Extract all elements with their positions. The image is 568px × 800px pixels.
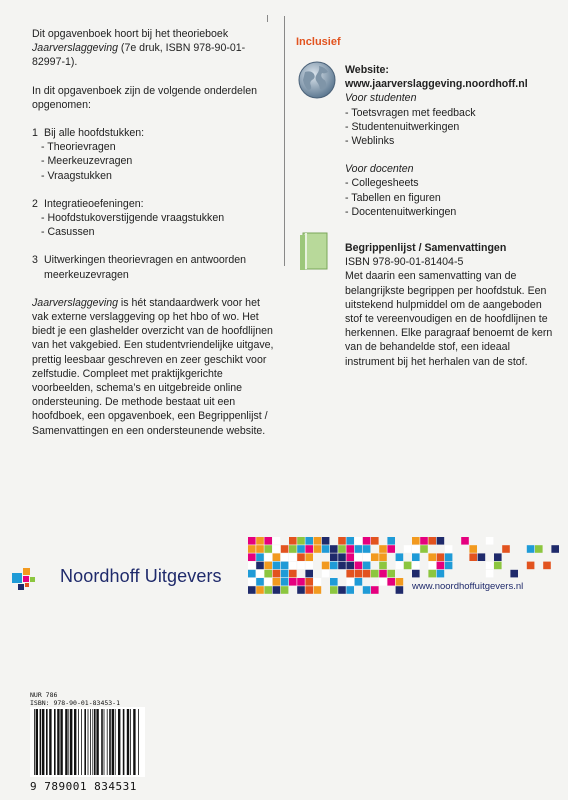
mosaic-tile xyxy=(256,570,264,578)
teachers-list xyxy=(345,176,560,219)
mosaic-tile xyxy=(297,586,305,594)
barcode-digits: 9 789001 834531 xyxy=(30,780,137,793)
barcode-image xyxy=(30,707,145,777)
mosaic-tile xyxy=(420,545,428,553)
mosaic-tile xyxy=(379,553,387,561)
mosaic-tile xyxy=(363,545,371,553)
barcode-bar xyxy=(49,709,51,775)
mosaic-tile xyxy=(363,537,371,545)
mosaic-tile xyxy=(412,562,420,570)
teachers-label: Voor docenten xyxy=(345,163,414,176)
mosaic-tile xyxy=(330,578,338,586)
mosaic-tile xyxy=(355,537,363,545)
mosaic-tile xyxy=(281,553,289,561)
mosaic-tile xyxy=(428,537,436,545)
mosaic-tile xyxy=(281,578,289,586)
mosaic-tile xyxy=(371,586,379,594)
mosaic-tile xyxy=(486,570,494,578)
mosaic-tile xyxy=(256,553,264,561)
barcode-bar xyxy=(60,709,62,775)
mosaic-tile xyxy=(248,570,256,578)
section-2 xyxy=(32,197,276,211)
barcode-bar xyxy=(46,709,48,775)
description-title: Jaarverslaggeving xyxy=(32,296,118,309)
mosaic-tile xyxy=(305,553,313,561)
mosaic-tile xyxy=(281,570,289,578)
mosaic-tile xyxy=(289,562,297,570)
mosaic-tile xyxy=(371,570,379,578)
book-icon xyxy=(299,231,329,271)
mosaic-tile xyxy=(355,562,363,570)
students-label: Voor studenten xyxy=(345,92,417,105)
barcode-bar xyxy=(78,709,79,775)
mosaic-tile xyxy=(428,553,436,561)
mosaic-tile xyxy=(305,537,313,545)
section-title: Bij alle hoofdstukken: xyxy=(44,127,145,140)
nur-code: NUR 786 xyxy=(30,691,58,699)
fold-mark xyxy=(267,15,268,22)
mosaic-tile xyxy=(355,545,363,553)
mosaic-tile xyxy=(264,562,272,570)
mosaic-tile xyxy=(297,578,305,586)
mosaic-tile xyxy=(330,586,338,594)
globe-icon xyxy=(297,60,337,100)
barcode-bar xyxy=(115,709,116,775)
list-item: - Studentenuitwerkingen xyxy=(345,120,460,133)
barcode-bar xyxy=(84,709,86,775)
mosaic-tile xyxy=(281,562,289,570)
barcode-bar xyxy=(130,709,131,775)
mosaic-tile xyxy=(404,562,412,570)
mosaic-tile xyxy=(264,545,272,553)
barcode-bar xyxy=(90,709,91,775)
mosaic-tile xyxy=(355,578,363,586)
mosaic-tile xyxy=(273,578,281,586)
publisher-url[interactable]: www.noordhoffuitgevers.nl xyxy=(412,581,524,592)
barcode-bar xyxy=(57,709,59,775)
mosaic-tile xyxy=(305,562,313,570)
mosaic-tile xyxy=(305,578,313,586)
mosaic-tile xyxy=(289,537,297,545)
mosaic-tile xyxy=(437,562,445,570)
mosaic-tile xyxy=(469,553,477,561)
mosaic-tile xyxy=(264,553,272,561)
mosaic-tile xyxy=(248,562,256,570)
intro-book-title: Jaarverslaggeving xyxy=(32,42,118,55)
mosaic-tile xyxy=(355,570,363,578)
barcode-bar xyxy=(40,709,42,775)
mosaic-tile xyxy=(281,586,289,594)
mosaic-tile xyxy=(510,570,518,578)
barcode-bar xyxy=(65,709,67,775)
barcode-bar xyxy=(107,709,108,775)
book-description: Met daarin een samenvatting van de belangrijkste begrippen per hoofdstuk. Een uitstekend hulpmiddel om de aangeboden stof te vereenvoudigen en de hoofdlijnen te herkennen. Elke paragraaf benoemt de kern van de behandelde stof, een ideaal instrument bij het herhalen van de stof. xyxy=(345,270,553,368)
barcode-bar xyxy=(96,709,98,775)
mosaic-tile xyxy=(322,545,330,553)
barcode-bar xyxy=(138,709,139,775)
mosaic-tile xyxy=(297,545,305,553)
mosaic-tile xyxy=(264,570,272,578)
mosaic-tile xyxy=(273,537,281,545)
mosaic-tile xyxy=(330,553,338,561)
book-isbn: ISBN 978-90-01-81404-5 xyxy=(345,256,464,269)
barcode-bar xyxy=(74,709,76,775)
mosaic-tile xyxy=(494,553,502,561)
column-divider xyxy=(284,16,285,266)
mosaic-tile xyxy=(314,586,322,594)
website-url[interactable]: www.jaarverslaggeving.noordhoff.nl xyxy=(345,78,528,91)
mosaic-tile xyxy=(322,562,330,570)
mosaic-tile xyxy=(379,545,387,553)
list-item: - Toetsvragen met feedback xyxy=(345,106,476,119)
description-body: is hét standaardwerk voor het vak externe verslaggeving op het hbo of wo. Het biedt je een glashelder overzicht van de hoofdlijnen van het vakgebied. Een studentvriendelijke uitgave, prettig leesbaar geschreven en zeer geschikt voor zelfstudie. Compleet met praktijkgerichte voorbeelden, schema’s en uitgebreide online ondersteuning. De methode bestaat uit een hoofdboek, een opgavenboek, een Begrippenlijst / Samenvattingen en een ondersteunende website. xyxy=(32,296,274,437)
mosaic-tile xyxy=(412,553,420,561)
mosaic-tile xyxy=(273,553,281,561)
mosaic-tile xyxy=(264,537,272,545)
mosaic-tile xyxy=(256,562,264,570)
mosaic-tile xyxy=(346,570,354,578)
mosaic-tile xyxy=(379,570,387,578)
mosaic-tile xyxy=(363,570,371,578)
section-item: - Theorievragen xyxy=(41,141,116,154)
sections-list xyxy=(32,112,276,282)
description-paragraph xyxy=(32,296,276,438)
mosaic-tile xyxy=(502,545,510,553)
contents-intro: In dit opgavenboek zijn de volgende onderdelen opgenomen: xyxy=(32,84,257,111)
mosaic-tile xyxy=(281,545,289,553)
website-label: Website: xyxy=(345,64,389,76)
inclusief-heading: Inclusief xyxy=(296,36,341,48)
mosaic-tile xyxy=(428,562,436,570)
barcode-bar xyxy=(118,709,120,775)
noordhoff-logo-icon xyxy=(12,568,42,594)
mosaic-tile xyxy=(273,586,281,594)
left-column xyxy=(32,27,276,438)
barcode-bar xyxy=(81,709,82,775)
mosaic-tile xyxy=(355,553,363,561)
mosaic-tile xyxy=(322,570,330,578)
mosaic-tile xyxy=(248,553,256,561)
mosaic-tile xyxy=(363,586,371,594)
mosaic-tile xyxy=(412,537,420,545)
mosaic-tile xyxy=(543,562,551,570)
section-number: 3 xyxy=(32,254,38,267)
mosaic-tile xyxy=(338,562,346,570)
mosaic-tile xyxy=(248,578,256,586)
mosaic-tile xyxy=(346,553,354,561)
mosaic-tile xyxy=(396,562,404,570)
mosaic-tile xyxy=(461,537,469,545)
mosaic-tile xyxy=(469,545,477,553)
mosaic-tile xyxy=(412,570,420,578)
mosaic-tile xyxy=(437,553,445,561)
mosaic-tile xyxy=(420,537,428,545)
intro-isbn: (7e druk, ISBN 978-90-01-82997-1). xyxy=(32,42,246,69)
mosaic-tile xyxy=(264,586,272,594)
list-item: - Tabellen en figuren xyxy=(345,191,441,204)
section-1 xyxy=(32,126,276,140)
mosaic-tile xyxy=(371,553,379,561)
mosaic-tile xyxy=(256,537,264,545)
mosaic-tile xyxy=(387,537,395,545)
mosaic-tile xyxy=(387,570,395,578)
mosaic-tile xyxy=(305,586,313,594)
barcode-bar xyxy=(133,709,135,775)
mosaic-tile xyxy=(437,537,445,545)
mosaic-tile xyxy=(494,562,502,570)
section-title: Uitwerkingen theorievragen en antwoorden meerkeuzevragen xyxy=(44,254,246,281)
barcode-bar xyxy=(123,709,125,775)
mosaic-tile xyxy=(248,586,256,594)
mosaic-tile xyxy=(404,545,412,553)
intro-text: Dit opgavenboek hoort bij het theorieboek xyxy=(32,28,229,40)
barcode-bar xyxy=(101,709,103,775)
section-title: Integratieoefeningen: xyxy=(44,197,144,210)
mosaic-tile xyxy=(363,553,371,561)
mosaic-tile xyxy=(445,562,453,570)
mosaic-tile xyxy=(371,537,379,545)
mosaic-tile xyxy=(379,578,387,586)
barcode-bar xyxy=(92,709,93,775)
mosaic-tile xyxy=(363,562,371,570)
mosaic-tile xyxy=(297,562,305,570)
mosaic-tile xyxy=(527,562,535,570)
mosaic-tile xyxy=(396,578,404,586)
book-title: Begrippenlijst / Samenvattingen xyxy=(345,242,507,255)
mosaic-tile xyxy=(527,545,535,553)
mosaic-tile xyxy=(428,570,436,578)
barcode-bar xyxy=(88,709,89,775)
mosaic-tile xyxy=(305,545,313,553)
mosaic-tile xyxy=(314,537,322,545)
mosaic-tile xyxy=(437,570,445,578)
list-item: - Collegesheets xyxy=(345,177,419,190)
mosaic-tile xyxy=(486,537,494,545)
intro-paragraph xyxy=(32,27,276,70)
barcode-bar xyxy=(94,709,96,775)
mosaic-tile xyxy=(338,545,346,553)
mosaic-tile xyxy=(273,545,281,553)
section-number: 2 xyxy=(32,197,38,210)
barcode-bar xyxy=(104,709,105,775)
mosaic-tile xyxy=(535,545,543,553)
barcode-bar xyxy=(42,709,44,775)
section-number: 1 xyxy=(32,127,38,140)
mosaic-tile xyxy=(297,537,305,545)
list-item: - Docentenuitwerkingen xyxy=(345,205,457,218)
section-item: - Casussen xyxy=(41,226,95,239)
mosaic-tile xyxy=(305,570,313,578)
mosaic-tile xyxy=(379,562,387,570)
mosaic-tile xyxy=(551,545,559,553)
mosaic-tile xyxy=(248,537,256,545)
section-item: - Vraagstukken xyxy=(41,169,112,182)
mosaic-tile xyxy=(289,578,297,586)
barcode-bar xyxy=(36,709,38,775)
mosaic-tile xyxy=(256,545,264,553)
mosaic-tile xyxy=(387,578,395,586)
mosaic-tile xyxy=(346,545,354,553)
barcode-bar xyxy=(112,709,114,775)
mosaic-tile xyxy=(346,562,354,570)
mosaic-tile xyxy=(486,562,494,570)
barcode-bar xyxy=(127,709,129,775)
mosaic-tile xyxy=(387,545,395,553)
mosaic-tile xyxy=(396,553,404,561)
barcode-bar xyxy=(34,709,35,775)
section-3 xyxy=(32,253,276,281)
mosaic-tile xyxy=(256,578,264,586)
barcode-block xyxy=(30,692,145,793)
mosaic-tile xyxy=(297,553,305,561)
mosaic-tile xyxy=(338,537,346,545)
mosaic-tile xyxy=(264,578,272,586)
mosaic-tile xyxy=(248,545,256,553)
section-item: - Hoofdstukoverstijgende vraagstukken xyxy=(41,212,225,225)
mosaic-tile xyxy=(346,586,354,594)
barcode-bar xyxy=(70,709,72,775)
mosaic-tile xyxy=(445,553,453,561)
mosaic-tile xyxy=(289,553,297,561)
mosaic-tile xyxy=(396,586,404,594)
barcode-bar xyxy=(54,709,56,775)
barcode-bar xyxy=(109,709,111,775)
mosaic-tile xyxy=(322,537,330,545)
students-list xyxy=(345,106,560,149)
right-column xyxy=(345,63,560,369)
barcode-bar xyxy=(68,709,69,775)
mosaic-tile xyxy=(346,578,354,586)
mosaic-tile xyxy=(314,578,322,586)
list-item: - Weblinks xyxy=(345,135,395,148)
mosaic-tile xyxy=(273,570,281,578)
mosaic-tile xyxy=(330,545,338,553)
mosaic-tile xyxy=(445,545,453,553)
mosaic-tile xyxy=(412,545,420,553)
mosaic-tile xyxy=(314,545,322,553)
mosaic-tile xyxy=(289,545,297,553)
mosaic-tile xyxy=(338,586,346,594)
mosaic-tile xyxy=(330,562,338,570)
mosaic-tile xyxy=(273,562,281,570)
mosaic-tile xyxy=(338,553,346,561)
barcode-isbn: ISBN: 978-90-01-83453-1 xyxy=(30,698,121,707)
mosaic-tile xyxy=(256,586,264,594)
publisher-name: Noordhoff Uitgevers xyxy=(60,566,222,586)
mosaic-tile xyxy=(478,553,486,561)
mosaic-tile xyxy=(346,537,354,545)
mosaic-tile xyxy=(289,570,297,578)
section-item: - Meerkeuzevragen xyxy=(41,155,133,168)
